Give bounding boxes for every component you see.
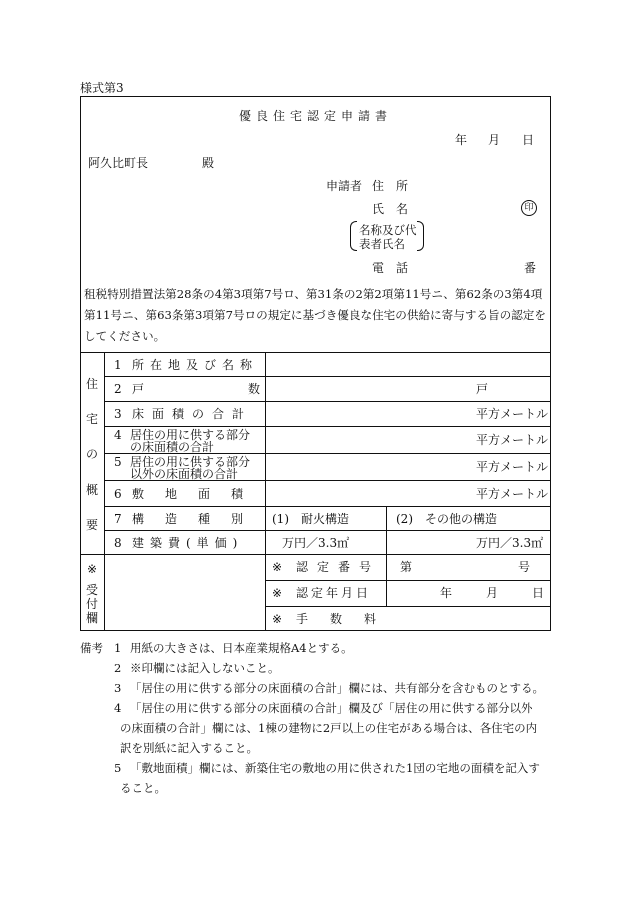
reception-side-char-1: 受	[85, 583, 98, 597]
approval-number-label: 認定番号	[296, 560, 381, 574]
overview-side-char-5: 要	[85, 518, 98, 532]
note-text-line1: 「敷地面積」欄には、新築住宅の敷地の用に供された1団の宅地の面積を記入す	[130, 761, 540, 775]
corporate-label-line1: 名称及び代	[359, 223, 417, 237]
form-number-label: 様式第3	[80, 81, 124, 95]
note-number: 3	[114, 681, 122, 695]
overview-side-char-3: の	[85, 447, 98, 461]
residential-area-unit: 平方メートル	[476, 433, 549, 447]
non-residential-area-unit: 平方メートル	[476, 460, 549, 474]
row-number: 2	[114, 382, 122, 396]
location-name-label: 所在地及び名称	[132, 358, 259, 372]
applicant-name-label: 氏 名	[372, 202, 409, 216]
page-title: 優良住宅認定申請書	[238, 109, 392, 123]
units-unit: 戸	[476, 382, 489, 396]
site-area-unit: 平方メートル	[476, 487, 549, 501]
overview-side-char-1: 住	[85, 377, 98, 391]
overview-side-char-4: 概	[85, 483, 98, 497]
applicant-address-label: 住 所	[372, 179, 409, 193]
note-text: 用紙の大きさは、日本産業規格A4とする。	[130, 641, 353, 655]
structure-type-label: 構造種別	[132, 512, 265, 526]
corporate-name-bracket	[350, 221, 424, 251]
total-floor-area-unit: 平方メートル	[476, 407, 549, 421]
phone-suffix: 番	[524, 261, 537, 275]
units-label-left: 戸	[132, 382, 145, 396]
date-year-label: 年	[455, 133, 468, 147]
approval-number-prefix: 第	[400, 560, 413, 574]
approval-date-day: 日	[532, 586, 545, 600]
note-number: 1	[114, 641, 122, 655]
other-structure-option: (2) その他の構造	[396, 512, 497, 526]
row-number: 4	[114, 428, 122, 442]
notes-heading: 備考	[80, 641, 103, 655]
row-number: 8	[114, 536, 122, 550]
reception-side-char-3: 欄	[85, 611, 98, 625]
note-number: 4	[114, 701, 122, 715]
note-text-line3: 訳を別紙に記入すること。	[120, 741, 258, 755]
residential-area-line2: の床面積の合計	[130, 440, 215, 454]
reception-mark: ※	[272, 612, 283, 626]
addressee-honorific: 殿	[202, 156, 215, 170]
reception-mark: ※	[272, 586, 283, 600]
note-text: 「居住の用に供する部分の床面積の合計」欄には、共有部分を含むものとする。	[130, 681, 544, 695]
note-text-line1: 「居住の用に供する部分の床面積の合計」欄及び「居住の用に供する部分以外	[130, 701, 533, 715]
non-residential-area-line2: 以外の床面積の合計	[130, 467, 239, 481]
row-number: 3	[114, 407, 122, 421]
row-number: 7	[114, 512, 122, 526]
note-text-line2: の床面積の合計」欄には、1棟の建物に2戸以上の住宅がある場合は、各住宅の内	[120, 721, 538, 735]
reception-mark: ※	[272, 560, 283, 574]
approval-date-month: 月	[486, 586, 499, 600]
approval-number-suffix: 号	[518, 560, 531, 574]
date-month-label: 月	[488, 133, 501, 147]
note-number: 5	[114, 761, 122, 775]
construction-cost-label: 建築費(単価)	[132, 536, 244, 550]
row-number: 6	[114, 487, 122, 501]
request-paragraph: 租税特別措置法第28条の4第3項第7号ロ、第31条の2第2項第11号ニ、第62条の3第4項第11号ニ、第63条第3項第7号ロの規定に基づき優良な住宅の供給に寄与する旨の認定をしてください。	[84, 287, 546, 343]
addressee-name: 阿久比町長	[88, 156, 149, 170]
note-number: 2	[114, 661, 122, 675]
non-residential-area-line1: 居住の用に供する部分	[130, 455, 251, 469]
row-number: 1	[114, 358, 122, 372]
site-area-label: 敷地面積	[132, 487, 265, 501]
construction-cost-unit-2: 万円／3.3㎡	[476, 536, 544, 550]
units-label-right: 数	[248, 382, 261, 396]
total-floor-area-label: 床面積の合計	[132, 407, 253, 421]
approval-date-label: 認定年月日	[296, 586, 372, 600]
applicant-phone-label: 電 話	[372, 261, 409, 275]
corporate-label-line2: 表者氏名	[359, 237, 405, 251]
overview-side-char-2: 宅	[85, 412, 98, 426]
reception-mark: ※	[86, 562, 98, 576]
applicant-label: 申請者	[326, 179, 363, 193]
row-number: 5	[114, 455, 122, 469]
residential-area-line1: 居住の用に供する部分	[130, 428, 251, 442]
note-text-line2: ること。	[120, 781, 166, 795]
fireproof-structure-option: (1) 耐火構造	[272, 512, 349, 526]
seal-mark-icon: 印	[521, 200, 537, 216]
construction-cost-unit-1: 万円／3.3㎡	[282, 536, 350, 550]
note-text: ※印欄には記入しないこと。	[130, 661, 280, 675]
reception-side-char-2: 付	[85, 597, 98, 611]
date-day-label: 日	[522, 133, 535, 147]
fee-label: 手数料	[296, 612, 399, 626]
approval-date-year: 年	[440, 586, 453, 600]
